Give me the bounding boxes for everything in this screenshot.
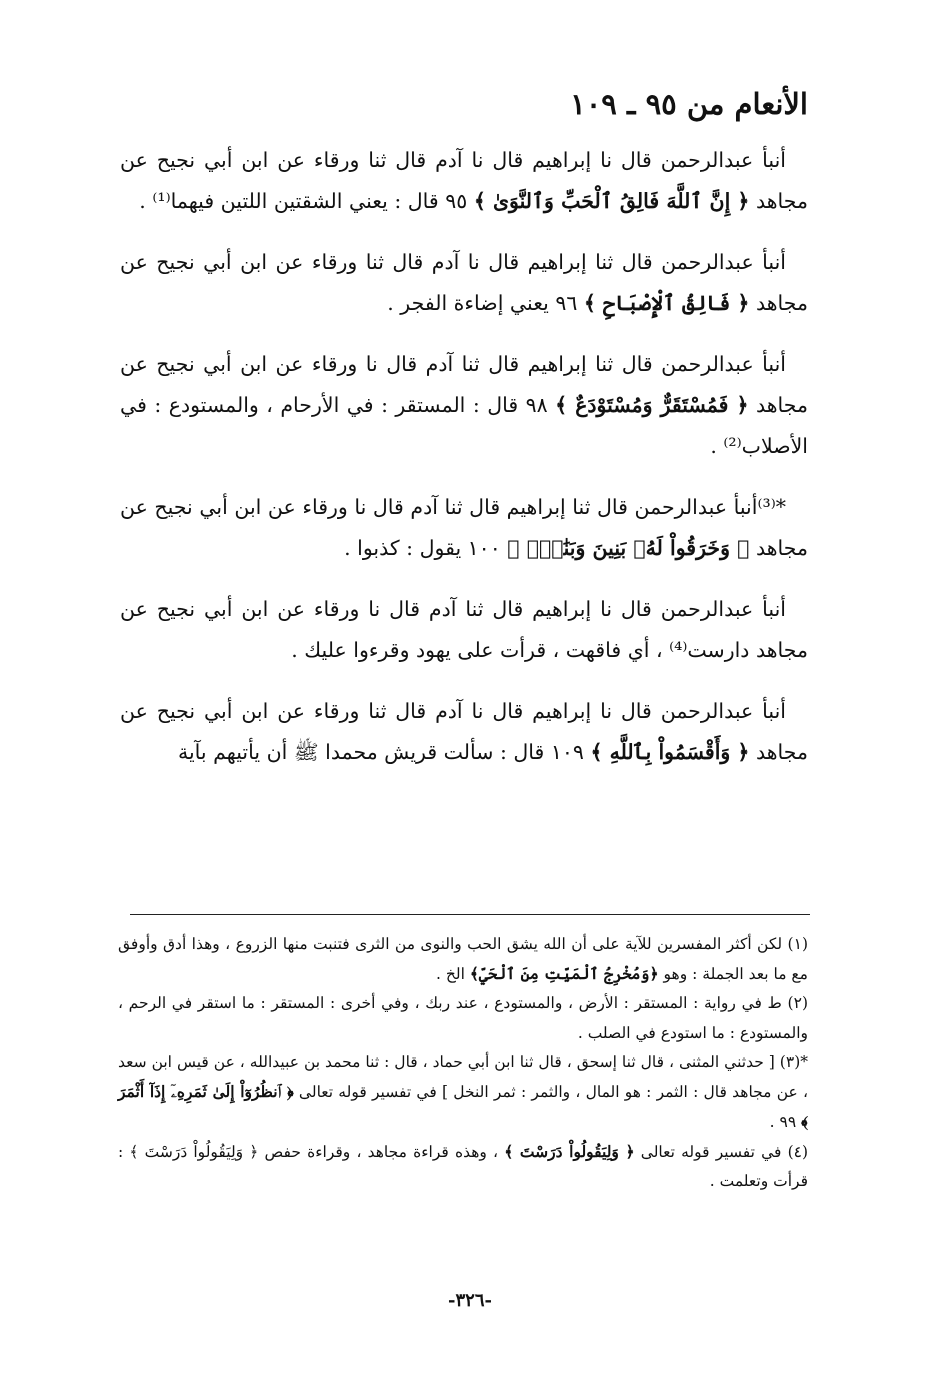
paragraph-text: ٩٨ قال : المستقر : في الأرحام ، والمستودع : في الأصلاب⁽²⁾ . bbox=[120, 393, 808, 458]
paragraph-text: أنبأ عبدالرحمن قال ثنا إبراهيم قال ثنا آدم قال نا ورقاء عن ابن أبي نجيح عن مجاهد bbox=[120, 352, 808, 417]
main-text bbox=[120, 140, 808, 793]
paragraph-4 bbox=[120, 487, 808, 569]
footnote-4 bbox=[118, 1137, 808, 1196]
paragraph-text: أنبأ عبدالرحمن قال ثنا إبراهيم قال نا آدم قال ثنا ورقاء عن ابن أبي نجيح عن مجاهد bbox=[120, 250, 808, 315]
paragraph-3 bbox=[120, 344, 808, 467]
page-header-title: الأنعام من ٩٥ ـ ١٠٩ bbox=[570, 87, 808, 121]
page-number: -٣٢٦- bbox=[448, 1290, 492, 1311]
paragraph-text: ٩٥ قال : يعني الشقتين اللتين فيهما⁽¹⁾ . bbox=[139, 189, 474, 213]
paragraph-text: ١٠٠ يقول : كذبوا . bbox=[344, 536, 508, 560]
paragraph-text: أنبأ عبدالرحمن قال نا إبراهيم قال ثنا آدم قال نا ورقاء عن ابن أبي نجيح عن مجاهد دارست⁽⁴⁾ ، أي فاقهت ، قرأت على يهود وقرءوا عليك . bbox=[120, 597, 808, 662]
footnote-3 bbox=[118, 1048, 808, 1137]
quran-verse: ﴿ ٱنظُرُوٓاْ إِلَىٰ ثَمَرِهِۦٓ إِذَآ أَثْمَرَ ﴾ bbox=[118, 1082, 808, 1131]
footnote-text: ، وهذه قراءة مجاهد ، وقراءة حفص ﴿ وَلِيَقُولُواْ دَرَسْتَ ﴾ : قرأت وتعلمت . bbox=[118, 1143, 808, 1190]
footnote-1 bbox=[118, 930, 808, 989]
quran-verse: ﴿ وَأَقْسَمُواْ بِٱللَّهِ ﴾ bbox=[590, 740, 750, 764]
footnotes bbox=[118, 930, 808, 1196]
footnote-text: (٢) ط في رواية : المستقر : الأرض ، والمستودع ، عند ربك ، وفي أخرى : المستقر : ما استقر في الرحم ، والمستودع : ما استودع في الصلب . bbox=[118, 994, 808, 1042]
footnote-text: ٩٩ . bbox=[769, 1113, 802, 1131]
paragraph-1 bbox=[120, 140, 808, 222]
quran-verse: ﴿ فَمُسْتَقَرٌّ وَمُسْتَوْدَعٌ ﴾ bbox=[555, 393, 749, 417]
paragraph-5 bbox=[120, 589, 808, 671]
quran-verse: ﴿ وَخَرَقُواْ لَهُۥ بَنِينَ وَبَنَٰتِۭ ﴾ bbox=[507, 536, 750, 560]
paragraph-text: أنبأ عبدالرحمن قال نا إبراهيم قال نا آدم قال ثنا ورقاء عن ابن أبي نجيح عن مجاهد bbox=[120, 699, 808, 764]
footnote-divider bbox=[130, 914, 810, 915]
quran-verse: ﴿ وَلِيَقُولُواْ دَرَسْتَ ﴾ bbox=[504, 1142, 635, 1161]
paragraph-text: *⁽³⁾أنبأ عبدالرحمن قال ثنا إبراهيم قال ثنا آدم قال نا ورقاء عن ابن أبي نجيح عن مجاهد bbox=[120, 495, 808, 560]
paragraph-text: أنبأ عبدالرحمن قال نا إبراهيم قال نا آدم قال ثنا ورقاء عن ابن أبي نجيح عن مجاهد bbox=[120, 148, 808, 213]
quran-verse: ﴿وَمُخْرِجُ ٱلْمَيِّتِ مِنَ ٱلْحَيِّ﴾ bbox=[469, 964, 659, 983]
paragraph-2 bbox=[120, 242, 808, 324]
paragraph-6 bbox=[120, 691, 808, 773]
footnote-text: (٤) في تفسير قوله تعالى bbox=[634, 1143, 809, 1161]
paragraph-text: ٩٦ يعني إضاءة الفجر . bbox=[387, 291, 584, 315]
footnote-text: *(٣) [ حدثني المثنى ، قال ثنا إسحق ، قال ثنا ابن أبي حماد ، قال : ثنا محمد بن عبيدالله ، عن قيس ابن سعد ، عن مجاهد قال : الثمر : هو المال ، والثمر : ثمر النخل ] في تفسير قوله تعالى bbox=[118, 1053, 808, 1101]
footnote-2 bbox=[118, 989, 808, 1048]
footnote-text: الخ . bbox=[436, 965, 470, 983]
footnote-text: (١) لكن أكثر المفسرين للآية على أن الله يشق الحب والنوى من الثرى فتنبت منها الزروع ، وهذا أدق وأوفق مع ما بعد الجملة : وهو bbox=[118, 935, 808, 983]
quran-verse: ﴿ فَالِقُ ٱلْإِصْبَاحِ ﴾ bbox=[583, 291, 750, 315]
paragraph-text: ١٠٩ قال : سألت قريش محمدا ﷺ أن يأتيهم بآية bbox=[177, 740, 591, 764]
quran-verse: ﴿ إِنَّ ٱللَّهَ فَالِقُ ٱلْحَبِّ وَٱلنَّوَىٰ ﴾ bbox=[473, 189, 750, 213]
